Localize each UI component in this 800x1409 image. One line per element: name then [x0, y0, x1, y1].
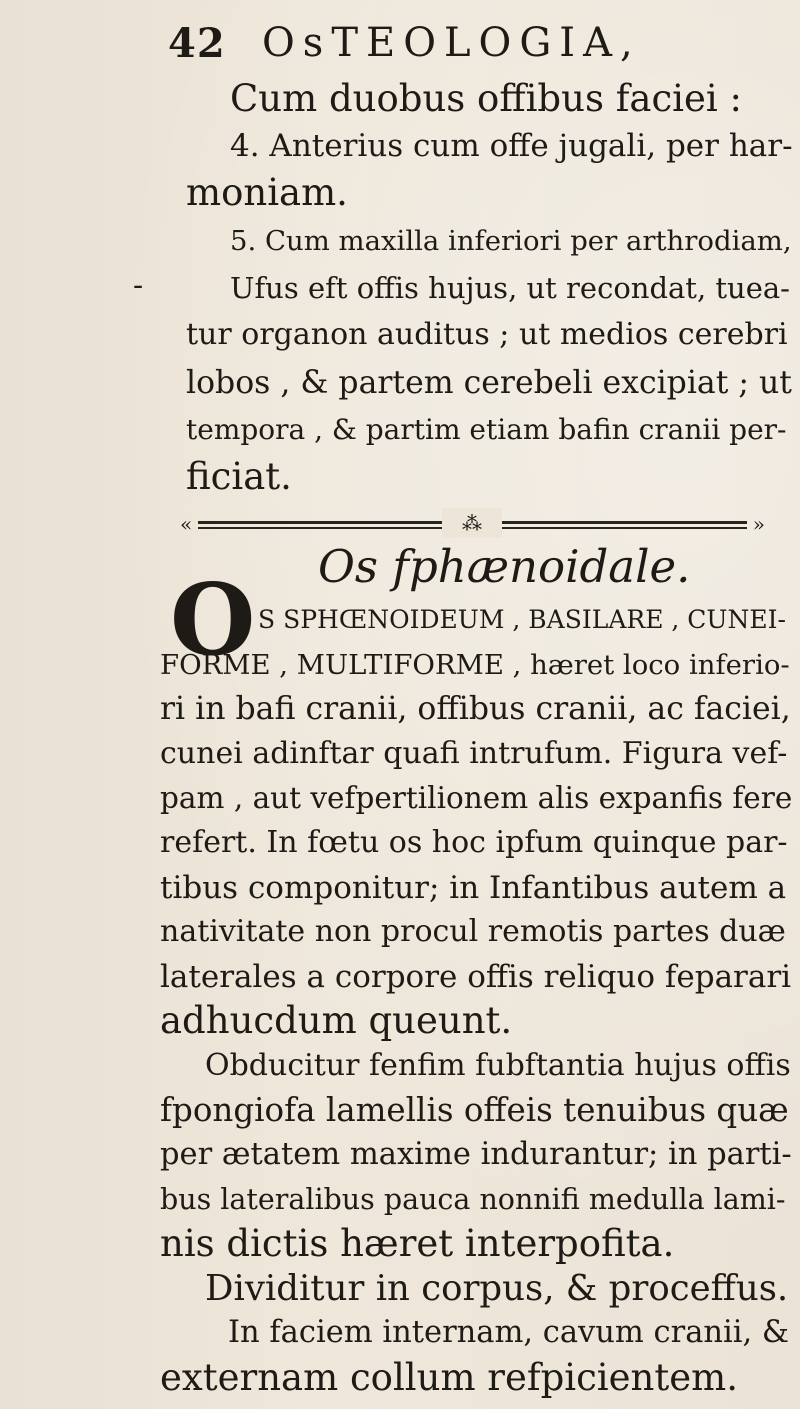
text-line: per ætatem maxime indurantur; in parti- [160, 1137, 792, 1172]
text-line: moniam. [186, 171, 348, 214]
divider-left-ornament: « [180, 512, 193, 536]
text-line: fpongiofa lamellis offeis tenuibus quæ [160, 1091, 789, 1129]
text-line: 5. Cum maxilla inferiori per arthrodiam, [230, 225, 792, 257]
text-line: Dividitur in corpus, & proceffus. [205, 1268, 789, 1309]
text-line: FORME , MULTIFORME , hæret loco inferio- [160, 649, 790, 681]
text-line: refert. In fœtu os hoc ipfum quinque par- [160, 825, 788, 860]
text-line: ficiat. [186, 455, 292, 498]
text-line: tibus componitur; in Infantibus autem a [160, 870, 787, 906]
section-title: Os fphænoidale. [318, 540, 691, 593]
text-line: tempora , & partim etiam bafin cranii per- [186, 413, 787, 446]
text-line: bus lateralibus pauca nonnifi medulla lami- [160, 1183, 786, 1216]
ornamental-divider [180, 511, 765, 537]
text-line: laterales a corpore offis reliquo feparari [160, 959, 792, 995]
page-header [168, 20, 688, 70]
text-line: cunei adinftar quafi intrufum. Figura vef- [160, 736, 788, 771]
text-line: ri in bafi cranii, offibus cranii, ac faciei, [160, 691, 791, 727]
page-number: 42 [168, 20, 226, 67]
divider-center-ornament: ⁂ [442, 508, 502, 538]
text-line: lobos , & partem cerebeli excipiat ; ut [186, 365, 792, 401]
text-line: 4. Anterius cum offe jugali, per har- [230, 128, 793, 164]
text-line: Obducitur fenfim fubftantia hujus offis [205, 1048, 791, 1083]
text-line: nis dictis hæret interpofita. [160, 1222, 675, 1265]
text-line: Ufus eft offis hujus, ut recondat, tuea- [230, 271, 790, 305]
drop-cap: O [170, 563, 256, 678]
text-line: S SPHŒNOIDEUM , BASILARE , CUNEI- [258, 605, 786, 634]
divider-right-ornament: » [752, 512, 765, 536]
text-line: nativitate non procul remotis partes duæ [160, 914, 786, 949]
text-line: Cum duobus offibus faciei : [230, 77, 742, 120]
running-title: OsTEOLOGIA, [262, 20, 641, 66]
text-line: externam collum refpicientem. [160, 1356, 738, 1399]
text-line: tur organon auditus ; ut medios cerebri [186, 317, 788, 352]
text-line: adhucdum queunt. [160, 999, 513, 1042]
text-line: pam , aut vefpertilionem alis expanfis fere [160, 781, 793, 815]
margin-mark: - [133, 268, 144, 303]
text-line: In faciem internam, cavum cranii, & [228, 1315, 790, 1350]
